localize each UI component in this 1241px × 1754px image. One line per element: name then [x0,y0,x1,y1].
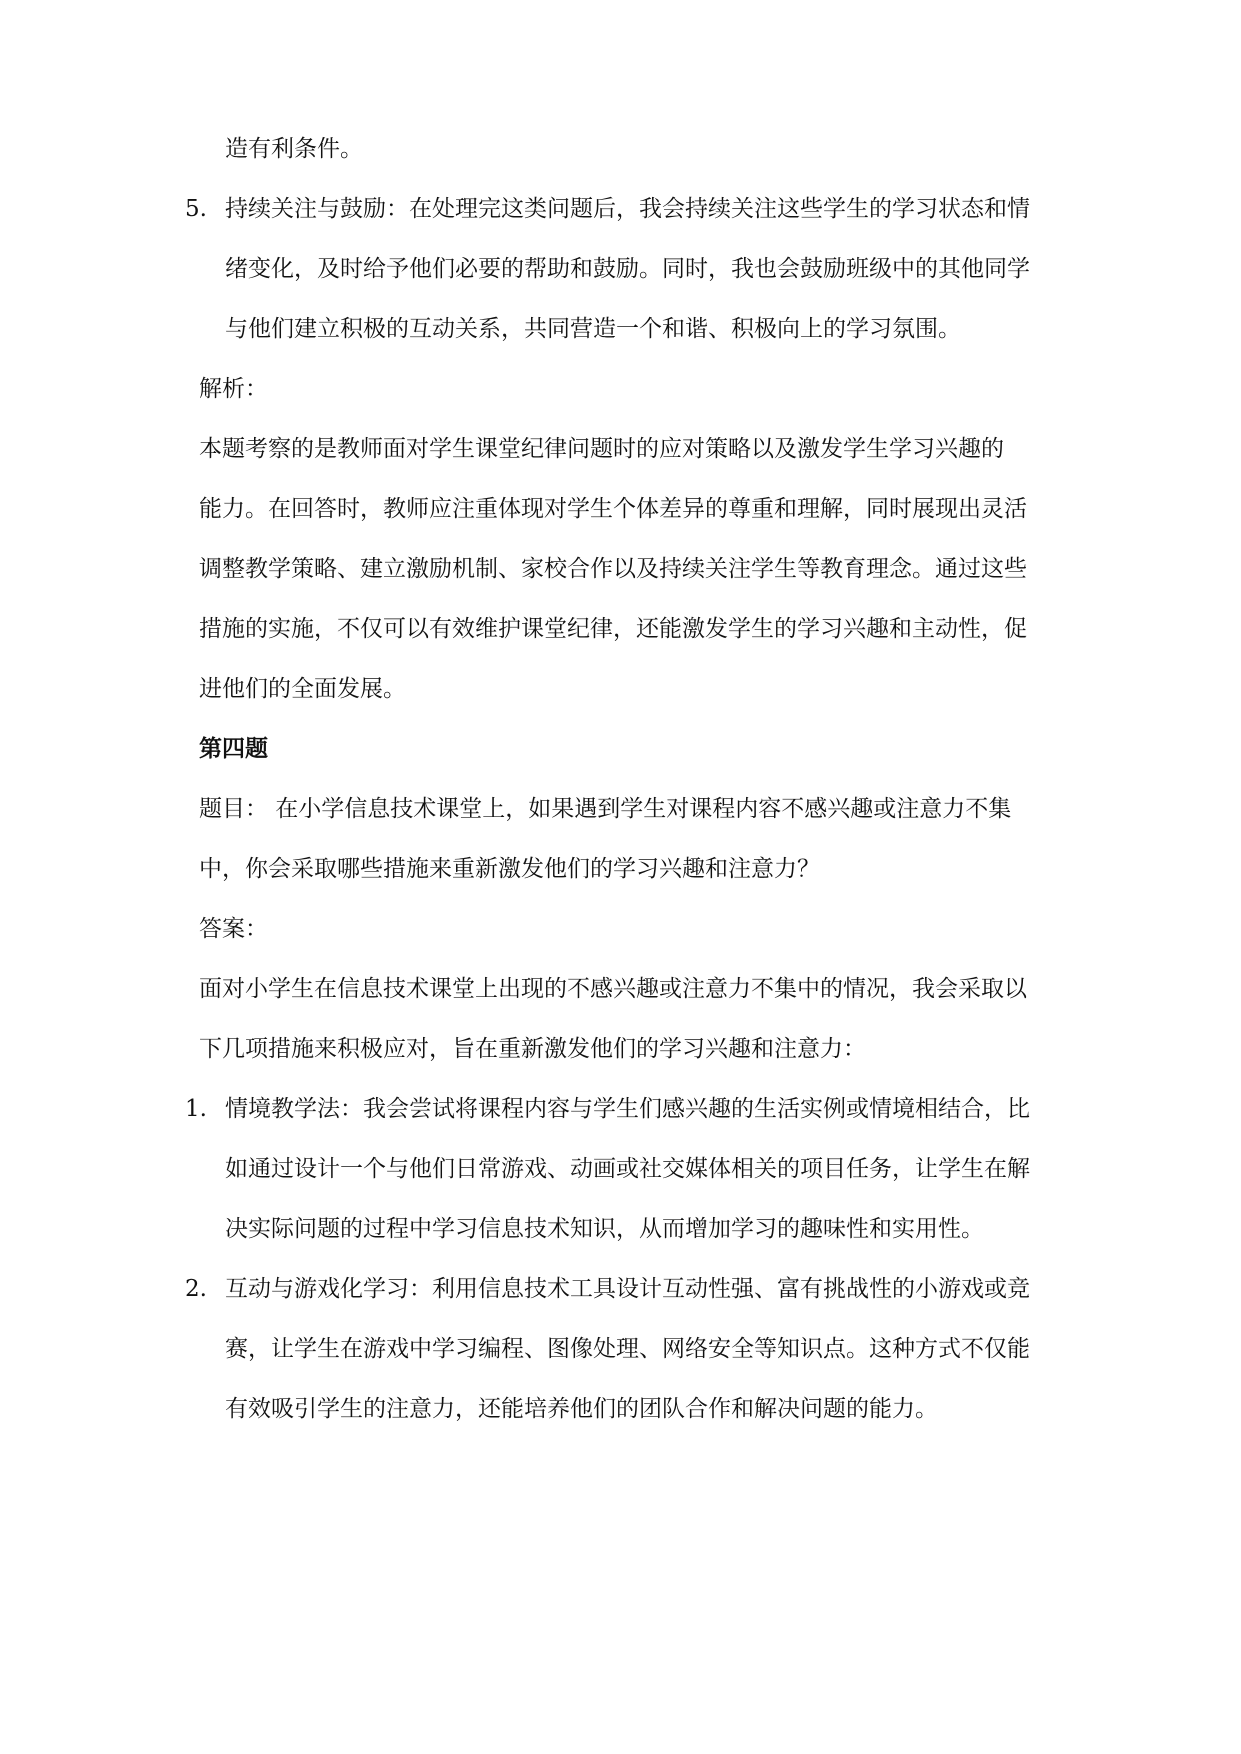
list-item-line: 赛，让学生在游戏中学习编程、图像处理、网络安全等知识点。这种方式不仅能 [225,1336,1030,1362]
analysis-line: 调整教学策略、建立激励机制、家校合作以及持续关注学生等教育理念。通过这些 [199,556,1027,582]
list-item-line: 与他们建立积极的互动关系，共同营造一个和谐、积极向上的学习氛围。 [225,316,961,342]
list-item-number: 5. [185,196,207,222]
list-item-line: 决实际问题的过程中学习信息技术知识，从而增加学习的趣味性和实用性。 [225,1216,984,1242]
list-item-line: 有效吸引学生的注意力，还能培养他们的团队合作和解决问题的能力。 [225,1396,938,1422]
analysis-label: 解析： [199,376,268,402]
analysis-line: 本题考察的是教师面对学生课堂纪律问题时的应对策略以及激发学生学习兴趣的 [199,436,1004,462]
answer-line: 面对小学生在信息技术课堂上出现的不感兴趣或注意力不集中的情况，我会采取以 [199,976,1027,1002]
list-item-line: 情境教学法：我会尝试将课程内容与学生们感兴趣的生活实例或情境相结合，比 [225,1096,1030,1122]
list-item-line: 绪变化，及时给予他们必要的帮助和鼓励。同时，我也会鼓励班级中的其他同学 [225,256,1030,282]
list-item-number: 1. [185,1096,207,1122]
analysis-line: 进他们的全面发展。 [199,676,406,702]
section-heading: 第四题 [199,736,268,762]
analysis-line: 能力。在回答时，教师应注重体现对学生个体差异的尊重和理解，同时展现出灵活 [199,496,1027,522]
question-line: 题目： 在小学信息技术课堂上，如果遇到学生对课程内容不感兴趣或注意力不集 [199,796,1012,822]
list-item-line: 如通过设计一个与他们日常游戏、动画或社交媒体相关的项目任务，让学生在解 [225,1156,1030,1182]
analysis-line: 措施的实施，不仅可以有效维护课堂纪律，还能激发学生的学习兴趣和主动性，促 [199,616,1027,642]
question-line: 中，你会采取哪些措施来重新激发他们的学习兴趣和注意力？ [199,856,820,882]
answer-line: 下几项措施来积极应对，旨在重新激发他们的学习兴趣和注意力： [199,1036,866,1062]
continuation-line: 造有利条件。 [225,136,363,162]
list-item-number: 2. [185,1276,207,1302]
answer-label: 答案： [199,916,268,942]
list-item-line: 互动与游戏化学习：利用信息技术工具设计互动性强、富有挑战性的小游戏或竞 [225,1276,1030,1302]
list-item-line: 持续关注与鼓励：在处理完这类问题后，我会持续关注这些学生的学习状态和情 [225,196,1030,222]
